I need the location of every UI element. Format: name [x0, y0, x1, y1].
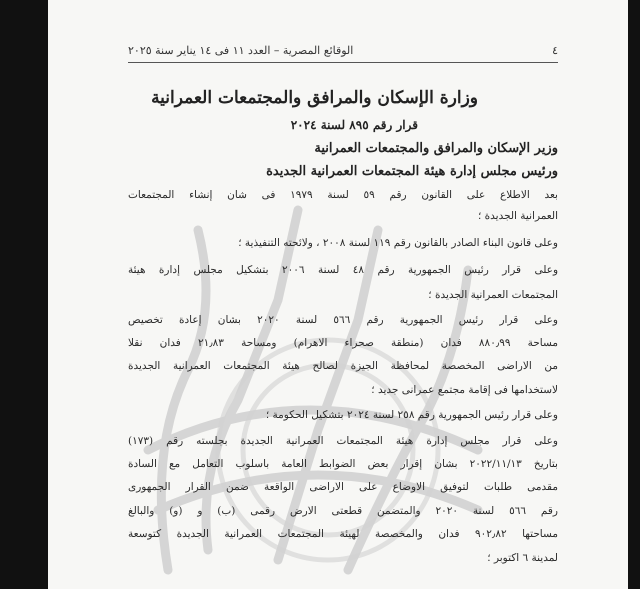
ministry-title: وزارة الإسكان والمرافق والمجتمعات العمرانية: [151, 88, 478, 108]
body-line: وعلى قانون البناء الصادر بالقانون رقم ١١٩ لسنة ٢٠٠٨ ، ولائحته التنفيذية ؛: [238, 238, 558, 249]
header-divider: [128, 62, 558, 63]
decree-number: قرار رقم ٨٩٥ لسنة ٢٠٢٤: [290, 118, 418, 132]
body-line: المجتمعات العمرانية الجديدة ؛: [428, 290, 558, 301]
left-black-border: [0, 0, 48, 589]
right-black-border: [628, 0, 640, 589]
body-line: العمرانية الجديدة ؛: [477, 211, 558, 222]
body-line: لاستخدامها فى إقامة مجتمع عمرانى جديد ؛: [371, 385, 558, 396]
page-number: ٤: [552, 44, 558, 57]
body-line: مقدمى طلبات لتوفيق الأوضاع على الأراضى الواقعة ضمن القرار الجمهورى: [128, 482, 558, 493]
body-line: من الأراضى المخصصة لمحافظة الجيزة لصالح هيئة المجتمعات العمرانية الجديدة: [128, 361, 558, 372]
body-line: وعلى قرار رئيس الجمهورية رقم ٥٦٦ لسنة ٢٠٢٠ بشأن إعادة تخصيص: [128, 315, 558, 326]
body-line: مساحة ٨٨٠٫٩٩ فدان (منطقة صحراء الأهرام) ومساحة ٢١٫٨٣ فدان نقلاً: [128, 338, 558, 349]
chairman-title: ورئيس مجلس إدارة هيئة المجتمعات العمرانية الجديدة: [266, 164, 558, 179]
body-line: وعلى قرار رئيس الجمهورية رقم ٤٨ لسنة ٢٠٠٦ بتشكيل مجلس إدارة هيئة: [128, 265, 558, 276]
body-line: وعلى قرار رئيس الجمهورية رقم ٢٥٨ لسنة ٢٠٢٤ بتشكيل الحكومة ؛: [265, 410, 558, 421]
body-line: لمدينة ٦ أكتوبر ؛: [487, 553, 558, 564]
body-line: وعلى قرار مجلس إدارة هيئة المجتمعات العمرانية الجديدة بجلسته رقم (١٧٣): [128, 436, 558, 447]
page-header: [128, 44, 558, 57]
body-line: بتاريخ ٢٠٢٢/١١/١٣ بشأن إقرار بعض الضوابط العامة بأسلوب التعامل مع السادة: [128, 459, 558, 470]
body-line: رقم ٥٦٦ لسنة ٢٠٢٠ والمتضمن قطعتى الأرض رقمى (ب) و (و) والبالغ: [128, 506, 558, 517]
minister-title: وزير الإسكان والمرافق والمجتمعات العمرانية: [314, 141, 558, 156]
gazette-page: [48, 0, 628, 589]
body-line: بعد الاطلاع على القانون رقم ٥٩ لسنة ١٩٧٩ فى شأن إنشاء المجتمعات: [128, 190, 558, 201]
gazette-issue: الوقائع المصرية – العدد ١١ فى ١٤ يناير سنة ٢٠٢٥: [128, 44, 354, 57]
body-line: مساحتها ٩٠٢٫٨٢ فدان والمخصصة لهيئة المجتمعات العمرانية الجديدة كتوسعة: [128, 529, 558, 540]
